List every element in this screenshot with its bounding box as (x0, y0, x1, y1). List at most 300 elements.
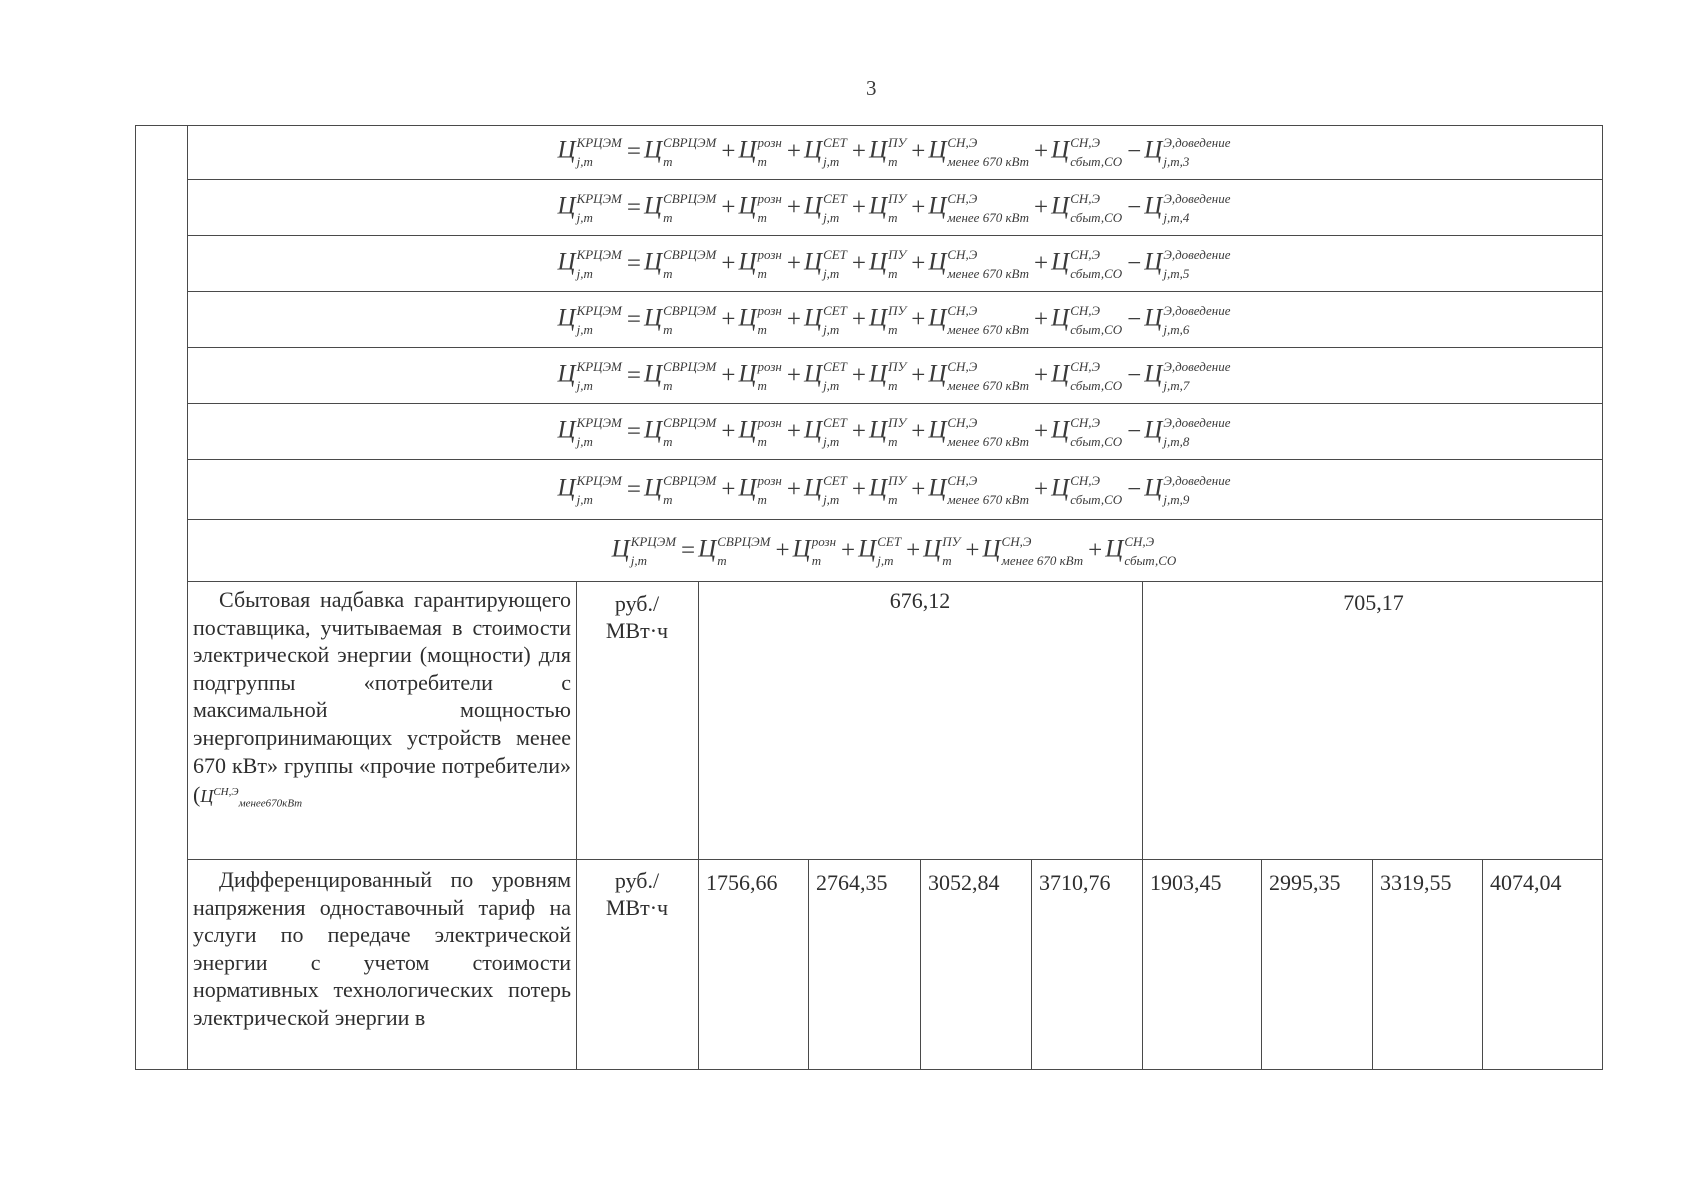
tariff-cell-divider (1031, 859, 1032, 1070)
formula-operator: − (1127, 361, 1142, 389)
formula-superscript: СН,Э (1070, 135, 1101, 150)
formula-superscript: КРЦЭМ (630, 533, 677, 549)
formula-subscript: сбыт,СО (1070, 433, 1123, 449)
formula-subscript: менее 670 кВт (947, 377, 1030, 393)
formula-operator: = (626, 138, 641, 165)
formula-symbol-base: Ц (1144, 248, 1163, 276)
formula-symbol-base: Ц (804, 192, 823, 220)
formula-superscript: КРЦЭМ (576, 190, 622, 206)
formula-subscript: m (717, 552, 727, 568)
formula-symbol-base: Ц (804, 474, 823, 502)
formula-subscript: m (888, 265, 898, 281)
formula-symbol (804, 304, 849, 336)
formula-symbol (1051, 474, 1124, 506)
sales-markup-unit: руб./ МВт·ч (605, 591, 669, 643)
formula-subscript: менее 670 кВт (947, 491, 1030, 507)
formula-subscript: m (663, 491, 673, 507)
sales-markup-description: Сбытовая надбавка гарантирующего поставщика, учитываемая в стоимости электрической энергии (мощности) для подгруппы «потребители с максимальной мощностью энергопринимающих устройств менее 670 кВт» группы «прочие потребители» ($Ц^{СН,Э}_{менее670кВт}$ (193, 587, 571, 810)
formula-operator: + (721, 475, 736, 503)
formula-symbol-base: Ц (1051, 360, 1070, 388)
formula-operator: + (721, 193, 736, 221)
formula-superscript: розн (757, 190, 782, 206)
formula-superscript: СН,Э (947, 190, 978, 206)
formula-superscript: КРЦЭМ (576, 135, 622, 150)
formula-symbol-base: Ц (804, 248, 823, 276)
formula-operator: + (911, 193, 926, 221)
formula-subscript: сбыт,СО (1070, 154, 1123, 169)
formula-symbol-base: Ц (858, 535, 877, 563)
formula-superscript: СЕТ (823, 190, 847, 206)
formula-row (187, 292, 1603, 348)
formula-symbol-base: Ц (804, 136, 823, 164)
formula-subscript: m (757, 265, 767, 281)
formula-symbol (644, 474, 718, 506)
formula-symbol-base: Ц (804, 416, 823, 444)
formula-operator: + (721, 361, 736, 389)
formula-subscript: сбыт,СО (1070, 209, 1123, 225)
formula-subscript: j,m (823, 433, 840, 449)
formula-symbol (1144, 416, 1232, 448)
unit-column-divider (576, 582, 577, 1070)
formula-symbol (793, 535, 838, 567)
formula-superscript: СВРЦЭМ (663, 190, 717, 206)
formula-symbol-base: Ц (928, 304, 947, 332)
formula-symbol (869, 192, 908, 224)
formula-operator: + (1034, 138, 1049, 165)
formula-symbol (928, 248, 1031, 280)
formula-symbol-base: Ц (792, 535, 811, 563)
formula-operator: = (626, 417, 641, 445)
formula-subscript: j,m,8 (1163, 433, 1190, 449)
formula-operator: = (626, 475, 641, 503)
formula-subscript: сбыт,СО (1124, 552, 1177, 568)
formula-symbol (738, 416, 783, 448)
formula-operator: + (721, 417, 736, 445)
formula-symbol-base: Ц (644, 136, 663, 164)
formula-symbol-base: Ц (928, 192, 947, 220)
formula-symbol-base: Ц (644, 248, 663, 276)
formula-symbol (644, 360, 718, 392)
formula-superscript: Э,доведение (1163, 246, 1231, 262)
formula-operator: + (786, 249, 801, 277)
formula-superscript: СВРЦЭМ (663, 472, 717, 488)
formula-operator: = (681, 536, 696, 564)
formula-superscript: Э,доведение (1163, 414, 1231, 430)
formula-subscript: j,m (630, 552, 647, 568)
formula-symbol-base: Ц (644, 304, 663, 332)
tariff-value-cell: 1756,66 (706, 870, 778, 895)
formula-symbol (869, 136, 908, 168)
formula-operator: + (851, 361, 867, 389)
values-column-divider (698, 582, 699, 1070)
tariff-cell-divider (1261, 859, 1262, 1070)
formula-superscript: ПУ (888, 358, 907, 374)
formula-subscript: m (888, 154, 898, 169)
formula-symbol (1144, 304, 1232, 336)
formula-subscript: j,m,7 (1163, 377, 1190, 393)
formula-operator: + (775, 536, 790, 564)
formula-superscript: Э,доведение (1163, 302, 1231, 318)
formula-subscript: сбыт,СО (1070, 491, 1123, 507)
formula-operator: + (851, 305, 867, 333)
formula-symbol (1144, 474, 1232, 506)
formula-symbol-base: Ц (1144, 474, 1163, 502)
formula-symbol-base: Ц (869, 192, 888, 220)
formula-subscript: m (757, 321, 767, 337)
formula-symbol-base: Ц (928, 136, 947, 164)
formula-symbol (1144, 248, 1232, 280)
formula-symbol-base: Ц (557, 248, 576, 276)
formula-operator: + (1034, 193, 1049, 221)
formula-subscript: j,m (823, 491, 840, 507)
formula-symbol (804, 192, 849, 224)
formula-subscript: m (757, 433, 767, 449)
formula-superscript: СЕТ (823, 472, 847, 488)
formula-operator: + (906, 536, 921, 564)
formula-symbol (1051, 248, 1124, 280)
formula-subscript: m (663, 209, 673, 225)
formula-symbol (644, 136, 718, 168)
formula-lhs (558, 474, 624, 506)
formula-superscript: СН,Э (1001, 533, 1032, 549)
formula-lhs (612, 535, 678, 567)
formula-subscript: m (888, 321, 898, 337)
formula-symbol (804, 474, 849, 506)
formula-superscript: СЕТ (823, 302, 847, 318)
tariff-value-cell: 2764,35 (816, 870, 888, 895)
formula-operator: − (1127, 193, 1142, 221)
formula-row (187, 404, 1603, 460)
formula-symbol (644, 192, 718, 224)
formula-symbol-base: Ц (738, 192, 757, 220)
formula-operator: + (1034, 417, 1049, 445)
formula-superscript: ПУ (888, 472, 907, 488)
formula-subscript: m (888, 377, 898, 393)
formula-symbol (928, 304, 1031, 336)
formula-operator: + (911, 305, 926, 333)
formula-symbol-base: Ц (557, 304, 576, 332)
formula-symbol-base: Ц (557, 192, 576, 220)
tariff-unit: руб./ МВт·ч (605, 868, 669, 920)
sales-markup-symbol: $Ц^{СН,Э}_{менее670кВт}$ (200, 786, 303, 810)
formula-superscript: СВРЦЭМ (663, 414, 717, 430)
formula-superscript: СН,Э (947, 246, 978, 262)
formula-superscript: СЕТ (823, 246, 847, 262)
formula-operator: + (721, 138, 736, 165)
formula-operator: + (851, 417, 867, 445)
formula-superscript: СН,Э (1070, 246, 1101, 262)
formula-subscript: сбыт,СО (1070, 321, 1123, 337)
formula-row (187, 180, 1603, 236)
formula-superscript: СЕТ (823, 358, 847, 374)
formula-symbol (738, 360, 783, 392)
formula-operator: + (851, 193, 867, 221)
formula-symbol (644, 416, 718, 448)
formula-subscript: менее 670 кВт (947, 321, 1030, 337)
tariff-value-cell: 4074,04 (1490, 870, 1562, 895)
formula-symbol-base: Ц (644, 474, 663, 502)
formula-superscript: розн (757, 472, 782, 488)
formula-subscript: j,m (576, 491, 593, 507)
tariff-cell-divider (1372, 859, 1373, 1070)
formula-subscript: j,m (576, 377, 593, 393)
sales-markup-value-2: 705,17 (1343, 590, 1404, 615)
formula-operator: + (786, 305, 801, 333)
formula-symbol-base: Ц (738, 248, 757, 276)
formula-superscript: ПУ (888, 414, 907, 430)
formula-superscript: СН,Э (1070, 190, 1101, 206)
formula-subscript: j,m (823, 377, 840, 393)
formula-symbol (1051, 136, 1124, 168)
formula-operator: − (1127, 475, 1142, 503)
formula-subscript: j,m (576, 321, 593, 337)
formula-superscript: ПУ (888, 190, 907, 206)
formula-subscript: j,m (823, 265, 840, 281)
formula-operator: + (911, 361, 926, 389)
formula-symbol-base: Ц (1144, 136, 1163, 164)
formula-lhs (558, 416, 624, 448)
tariff-cell-divider (920, 859, 921, 1070)
formula-superscript: розн (811, 533, 837, 549)
formula-symbol-base: Ц (928, 416, 947, 444)
formula-symbol-base: Ц (1051, 416, 1070, 444)
formula-subscript: m (663, 377, 673, 393)
formula-operator: + (786, 361, 801, 389)
tariff-description: Дифференцированный по уровням напряжения одноставочный тариф на услуги по передаче электрической энергии с учетом стоимости нормативных технологических потерь электрической энергии в (193, 867, 571, 1030)
tariff-cell-divider (808, 859, 809, 1070)
formula-symbol (928, 474, 1031, 506)
formula-operator: + (851, 138, 867, 165)
formula-superscript: СН,Э (1070, 358, 1101, 374)
formula-symbol (858, 535, 903, 567)
formula-symbol (804, 416, 849, 448)
formula-superscript: розн (757, 302, 782, 318)
formula-subscript: m (663, 433, 673, 449)
formula-symbol (1051, 304, 1124, 336)
formula-symbol-base: Ц (1105, 535, 1124, 563)
formula-lhs (558, 360, 624, 392)
formula-symbol-base: Ц (644, 360, 663, 388)
formula-superscript: ПУ (888, 302, 907, 318)
formula-superscript: СН,Э (947, 472, 978, 488)
formula-subscript: m (757, 377, 767, 393)
formula-lhs (558, 304, 624, 336)
formula-symbol-base: Ц (644, 192, 663, 220)
tariff-value-cell: 3319,55 (1380, 870, 1452, 895)
formula-symbol-base: Ц (869, 304, 888, 332)
formula-superscript: КРЦЭМ (576, 472, 622, 488)
tariff-value-cell: 3710,76 (1039, 870, 1111, 895)
formula-superscript: СВРЦЭМ (663, 358, 717, 374)
formula-superscript: Э,доведение (1163, 135, 1231, 150)
formula-superscript: ПУ (888, 246, 907, 262)
formula-operator: = (626, 193, 641, 221)
formula-subscript: j,m (576, 265, 593, 281)
formula-row (187, 348, 1603, 404)
formula-subscript: m (757, 491, 767, 507)
formula-superscript: КРЦЭМ (576, 246, 622, 262)
formula-superscript: СЕТ (823, 414, 847, 430)
formula-subscript: m (663, 265, 673, 281)
formula-operator: + (911, 417, 926, 445)
formula-symbol (738, 192, 783, 224)
formula-operator: − (1127, 417, 1142, 445)
formula-symbol (1051, 192, 1124, 224)
formula-symbol-base: Ц (738, 304, 757, 332)
formula-superscript: СВРЦЭМ (663, 246, 717, 262)
tariff-value-cell: 2995,35 (1269, 870, 1341, 895)
formula-symbol (804, 360, 849, 392)
formula-operator: = (626, 305, 641, 333)
formula-operator: + (911, 249, 926, 277)
formula-superscript: СН,Э (947, 135, 978, 150)
formula-symbol-base: Ц (557, 136, 576, 164)
formula-operator: + (851, 249, 867, 277)
formula-operator: + (1034, 475, 1049, 503)
formula-symbol (928, 360, 1031, 392)
formula-superscript: Э,доведение (1163, 472, 1231, 488)
formula-symbol (869, 304, 908, 336)
formula-subscript: j,m (823, 209, 840, 225)
formula-symbol-base: Ц (1051, 136, 1070, 164)
formula-symbol (1051, 416, 1124, 448)
formula-symbol-base: Ц (644, 416, 663, 444)
formula-superscript: СВРЦЭМ (663, 135, 717, 150)
formula-operator: − (1127, 305, 1142, 333)
formula-superscript: КРЦЭМ (576, 414, 622, 430)
formula-symbol (869, 248, 908, 280)
formula-symbol-base: Ц (1051, 248, 1070, 276)
formula-subscript: m (811, 552, 822, 568)
formula-superscript: СН,Э (947, 302, 978, 318)
formula-superscript: СЕТ (823, 135, 847, 150)
formula-subscript: сбыт,СО (1070, 265, 1123, 281)
formula-symbol-base: Ц (557, 360, 576, 388)
tariff-cell-divider (1482, 859, 1483, 1070)
page-number: 3 (866, 76, 877, 100)
formula-symbol-base: Ц (738, 416, 757, 444)
formula-symbol-base: Ц (869, 474, 888, 502)
formula-operator: + (1034, 305, 1049, 333)
tariff-value-cell: 3052,84 (928, 870, 1000, 895)
formula-symbol (644, 304, 718, 336)
period-divider (1142, 582, 1143, 1070)
formula-subscript: m (888, 209, 898, 225)
formula-symbol-base: Ц (869, 416, 888, 444)
formula-symbol-base: Ц (982, 535, 1001, 563)
formula-operator: + (786, 138, 801, 165)
formula-symbol (1144, 136, 1232, 168)
formula-subscript: j,m,4 (1163, 209, 1190, 225)
formula-row (187, 125, 1603, 180)
formula-operator: + (911, 475, 926, 503)
formula-subscript: менее 670 кВт (947, 265, 1030, 281)
formula-operator: + (1034, 361, 1049, 389)
formula-symbol (1144, 192, 1232, 224)
formula-subscript: менее 670 кВт (947, 433, 1030, 449)
formula-symbol (869, 360, 908, 392)
formula-symbol-base: Ц (1051, 304, 1070, 332)
formula-symbol (1144, 360, 1232, 392)
formula-symbol-base: Ц (1144, 192, 1163, 220)
formula-symbol (923, 535, 962, 567)
formula-symbol (869, 474, 908, 506)
formula-subscript: j,m,6 (1163, 321, 1190, 337)
formula-symbol-base: Ц (1144, 416, 1163, 444)
formula-symbol-base: Ц (698, 535, 717, 563)
formula-operator: + (1088, 536, 1103, 564)
formula-symbol-base: Ц (869, 136, 888, 164)
formula-symbol-base: Ц (1144, 304, 1163, 332)
formula-symbol-base: Ц (923, 535, 942, 563)
formula-symbol (738, 136, 783, 168)
formula-operator: + (911, 138, 926, 165)
formula-symbol (1105, 535, 1178, 567)
formula-subscript: m (663, 154, 673, 169)
formula-superscript: ПУ (942, 533, 961, 549)
formula-operator: + (841, 536, 856, 564)
formula-symbol-base: Ц (557, 416, 576, 444)
formula-symbol (928, 136, 1031, 168)
formula-subscript: j,m (576, 209, 593, 225)
formula-superscript: СН,Э (947, 358, 978, 374)
formula-superscript: СН,Э (1070, 414, 1101, 430)
sales-markup-value-1: 676,12 (889, 588, 951, 613)
formula-symbol (928, 416, 1031, 448)
formula-subscript: j,m,5 (1163, 265, 1190, 281)
formula-symbol (928, 192, 1031, 224)
formula-subscript: сбыт,СО (1070, 377, 1123, 393)
formula-operator: + (1034, 249, 1049, 277)
formula-superscript: СВРЦЭМ (663, 302, 717, 318)
formula-superscript: КРЦЭМ (576, 302, 622, 318)
row-divider (187, 859, 1603, 860)
formula-operator: + (721, 249, 736, 277)
formula-symbol (698, 535, 772, 567)
formula-symbol-base: Ц (738, 360, 757, 388)
formula-subscript: m (888, 491, 898, 507)
formula-subscript: j,m (877, 552, 894, 568)
formula-superscript: СН,Э (1070, 302, 1101, 318)
formula-symbol-base: Ц (738, 136, 757, 164)
formula-operator: + (786, 475, 801, 503)
formula-symbol (738, 474, 783, 506)
formula-symbol-base: Ц (1051, 474, 1070, 502)
formula-subscript: менее 670 кВт (947, 209, 1030, 225)
formula-subscript: m (888, 433, 898, 449)
formula-superscript: Э,доведение (1163, 358, 1231, 374)
formula-subscript: j,m (823, 154, 840, 169)
formula-symbol-base: Ц (1051, 192, 1070, 220)
formula-symbol (1051, 360, 1124, 392)
formula-symbol (738, 248, 783, 280)
formula-row (187, 236, 1603, 292)
formula-superscript: ПУ (888, 135, 907, 150)
formula-symbol (644, 248, 718, 280)
formula-superscript: СН,Э (1070, 472, 1101, 488)
formula-subscript: m (942, 552, 952, 568)
formula-operator: = (626, 249, 641, 277)
formula-subscript: менее 670 кВт (1001, 552, 1084, 568)
formula-subscript: j,m,3 (1163, 154, 1190, 169)
formula-symbol-base: Ц (557, 474, 576, 502)
formula-subscript: j,m (576, 433, 593, 449)
formula-subscript: j,m,9 (1163, 491, 1190, 507)
formula-symbol-base: Ц (928, 474, 947, 502)
formula-lhs (558, 192, 624, 224)
formula-subscript: m (757, 154, 767, 169)
formula-symbol (869, 416, 908, 448)
